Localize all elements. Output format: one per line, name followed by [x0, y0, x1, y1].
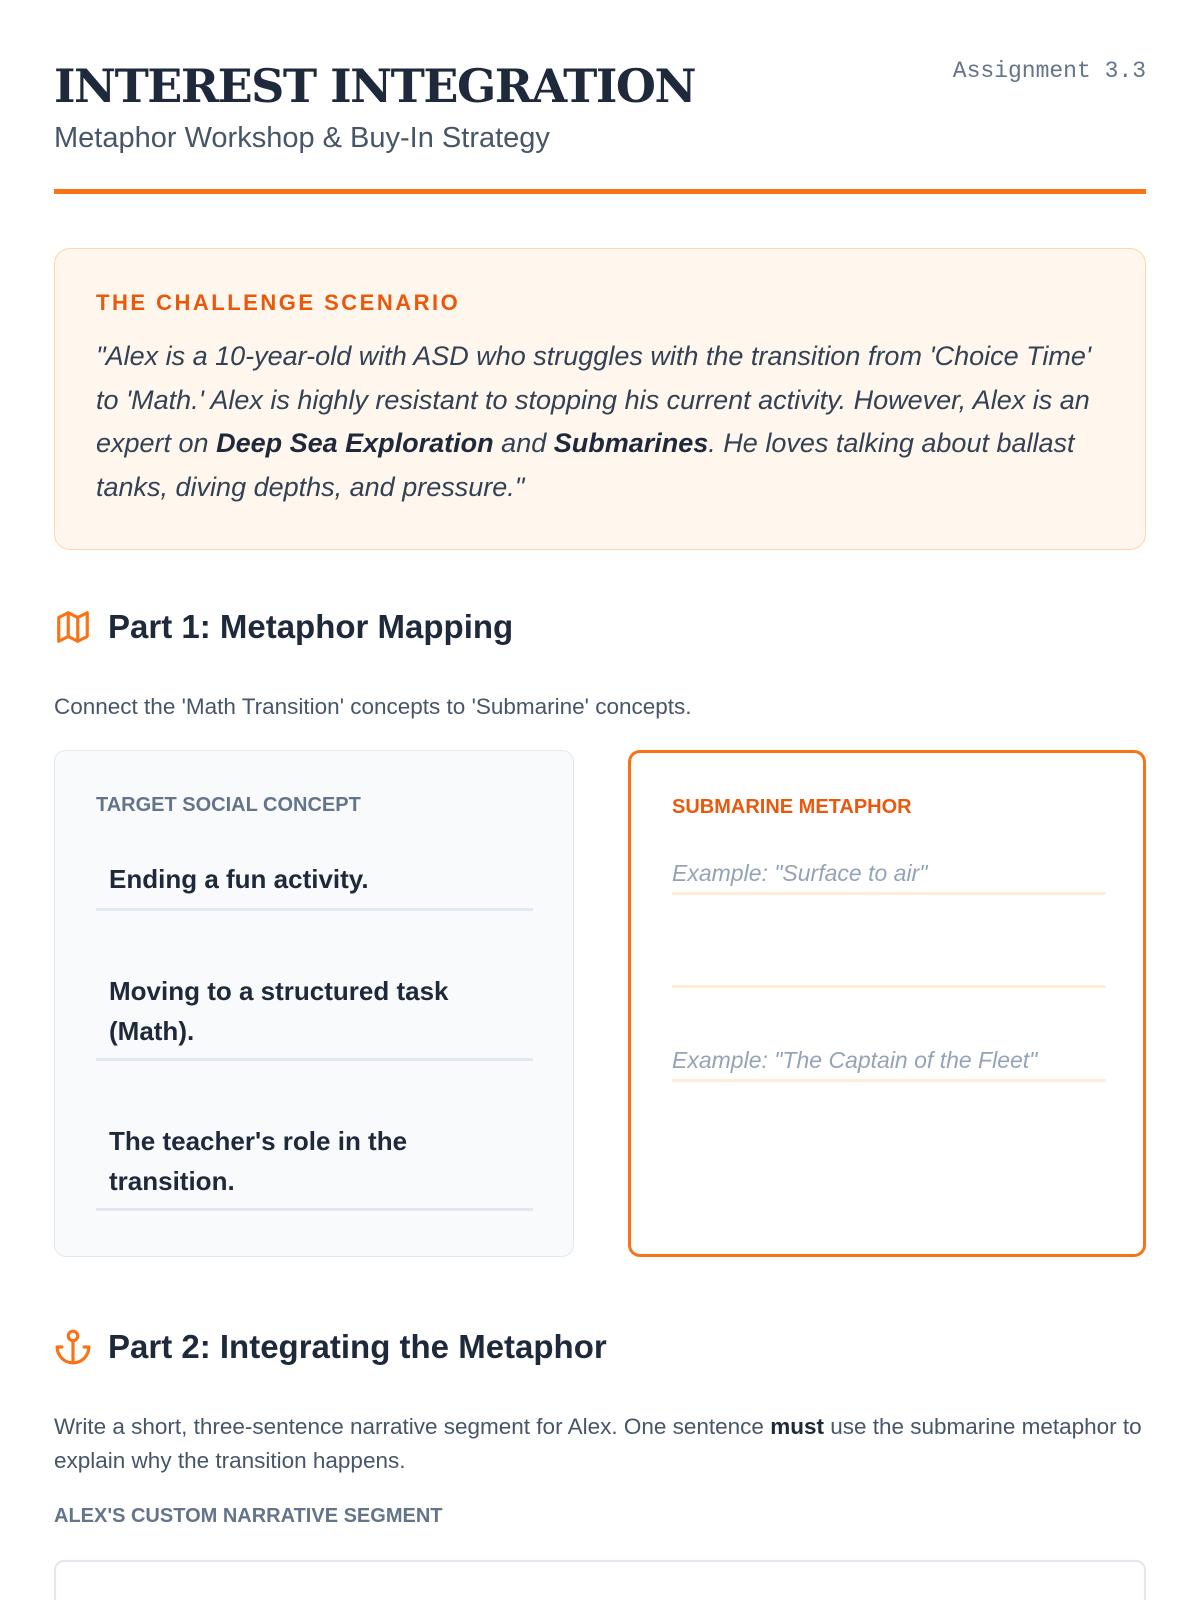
worksheet-page	[54, 0, 1146, 1600]
metaphor-label: SUBMARINE METAPHOR	[672, 796, 912, 818]
metaphor-input-2[interactable]	[672, 948, 1106, 988]
part2-description	[54, 1410, 1146, 1478]
part2-description-text: use the submarine metaphor to explain why the transition happens.	[54, 1414, 1142, 1473]
scenario-highlight: Deep Sea Exploration	[216, 428, 494, 458]
scenario-label: THE CHALLENGE SCENARIO	[96, 290, 461, 315]
scenario-text-part: "Alex is a 10-year-old with ASD who struggles with the transition from 'Choice Time' to 'Math.' Alex is highly resistant to stopping his current activity. However, Alex is an expert on	[96, 341, 1092, 458]
concept-item: Moving to a structured task (Math).	[96, 961, 533, 1061]
metaphor-card	[628, 750, 1146, 1257]
metaphor-input-1[interactable]	[672, 855, 1106, 895]
part1-description: Connect the 'Math Transition' concepts to 'Submarine' concepts.	[54, 694, 692, 719]
concept-card	[54, 750, 574, 1257]
page-title: INTEREST INTEGRATION	[54, 59, 696, 113]
part1-title: Part 1: Metaphor Mapping	[108, 608, 514, 645]
concept-label: TARGET SOCIAL CONCEPT	[96, 794, 361, 816]
narrative-label: ALEX'S CUSTOM NARRATIVE SEGMENT	[54, 1505, 443, 1527]
concept-item: Ending a fun activity.	[96, 851, 533, 911]
scenario-text	[96, 335, 1105, 509]
scenario-highlight: Submarines	[553, 428, 709, 458]
map-icon	[54, 608, 92, 646]
part2-description-text: Write a short, three-sentence narrative segment for Alex. One sentence	[54, 1414, 771, 1439]
part2-title: Part 2: Integrating the Metaphor	[108, 1328, 607, 1365]
scenario-card	[54, 248, 1146, 550]
part2-description-emphasis: must	[770, 1414, 824, 1439]
page-subtitle: Metaphor Workshop & Buy-In Strategy	[54, 122, 550, 154]
part1-heading	[54, 605, 513, 649]
scenario-text-part: . He loves talking about ballast tanks, diving depths, and pressure."	[96, 428, 1075, 502]
anchor-icon	[54, 1328, 92, 1366]
concept-item: The teacher's role in the transition.	[96, 1111, 533, 1211]
narrative-textarea[interactable]	[54, 1560, 1146, 1600]
scenario-text-part: and	[493, 428, 554, 458]
metaphor-input-3[interactable]	[672, 1042, 1106, 1082]
assignment-number: Assignment 3.3	[952, 58, 1146, 84]
page-header	[54, 58, 1146, 194]
part2-heading	[54, 1325, 607, 1369]
